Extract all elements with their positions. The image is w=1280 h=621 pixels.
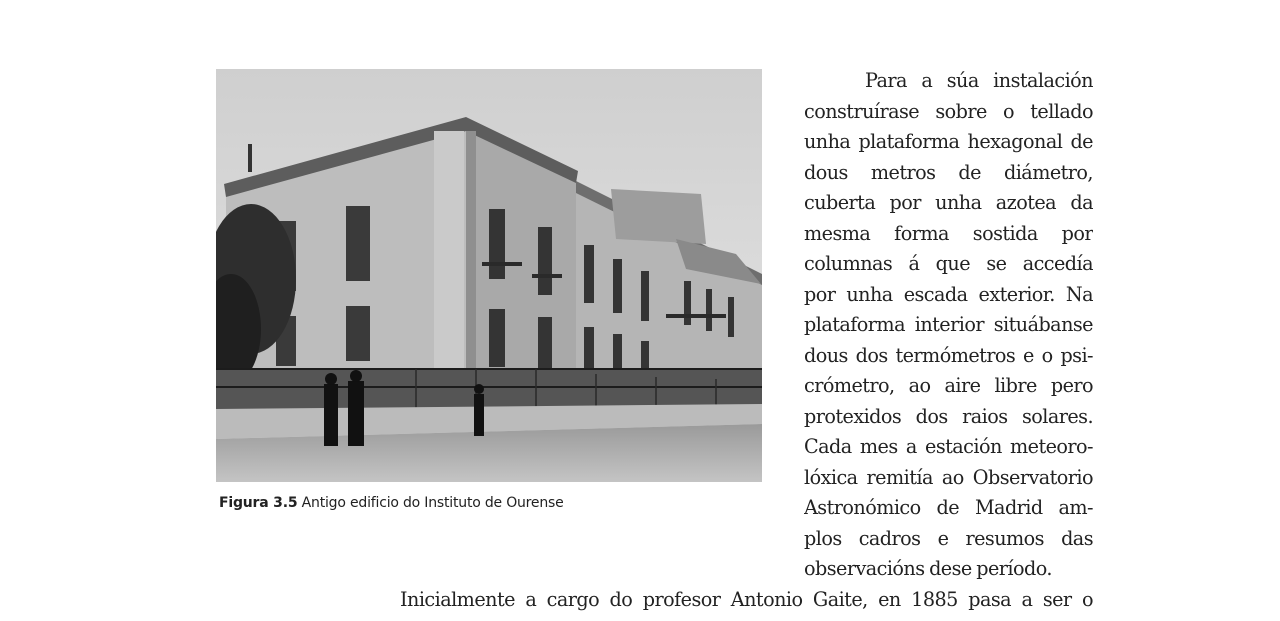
text-line: Cada mes a estación meteoro-	[804, 435, 1093, 458]
figure-caption-text: Antigo edificio do Instituto de Ourense	[301, 495, 564, 511]
text-line: Astronómico de Madrid am-	[804, 496, 1093, 519]
text-line: Para a súa instalación	[865, 69, 1093, 92]
text-line: crómetro, ao aire libre pero	[804, 374, 1093, 397]
next-paragraph-line: Inicialmente a cargo do profesor Antonio Gaite, en 1885 pasa a ser o	[400, 588, 1093, 611]
text-line: plos cadros e resumos das	[804, 526, 1093, 550]
building-photo	[216, 69, 762, 482]
text-line: protexidos dos raios solares.	[804, 404, 1093, 428]
text-line: cuberta por unha azotea da	[804, 191, 1093, 214]
body-text-column	[804, 66, 1093, 585]
text-line: dous metros de diámetro,	[804, 160, 1093, 184]
figure-number: Figura 3.5	[219, 495, 298, 511]
text-line: unha plataforma hexagonal de	[804, 130, 1093, 153]
text-line: por unha escada exterior. Na	[804, 282, 1093, 306]
text-line: plataforma interior situábanse	[804, 313, 1093, 336]
text-line: observacións dese período.	[804, 557, 1052, 580]
text-line: construírase sobre o tellado	[804, 99, 1093, 123]
text-line: columnas á que se accedía	[804, 252, 1093, 275]
text-line: mesma forma sostida por	[804, 221, 1093, 245]
text-line: dous dos termómetros e o psi-	[804, 343, 1093, 367]
figure-caption	[219, 495, 564, 511]
text-line: lóxica remitía ao Observatorio	[804, 465, 1093, 489]
